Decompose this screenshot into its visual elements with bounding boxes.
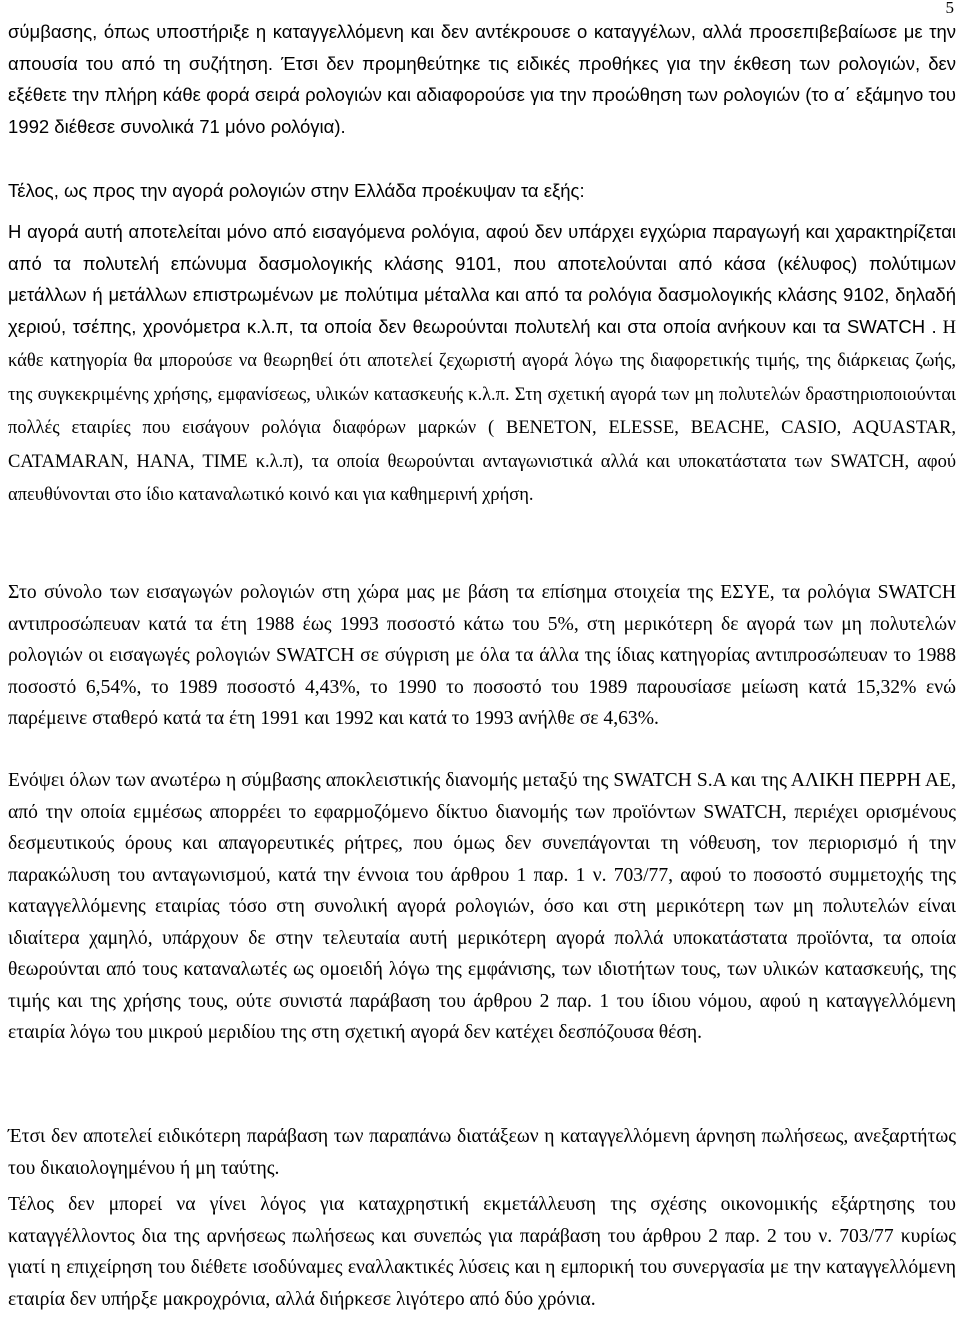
paragraph-market-intro: Τέλος, ως προς την αγορά ρολογιών στην Ελλάδα προέκυψαν τα εξής: bbox=[8, 180, 585, 201]
paragraph-import-statistics: Στο σύνολο των εισαγωγών ρολογιών στη χώρα μας με βάση τα επίσημα στοιχεία της ΕΣΥΕ, τα ρολόγια SWATCH αντιπροσώπευαν κατά τα έτη 1988 έως 1993 ποσοστό κάτω του 5%, στη μερικότερη δε αγορά των μη πολυτελών ρολογιών οι εισαγωγές ρολογιών SWATCH σε σύγριση με όλα τα άλλα της ίδιας κατηγορίας αντιπροσώπευαν το 1988 ποσοστό 6,54%, το 1989 ποσοστό 4,43%, το 1990 το ποσοστό του 1989 παρουσίασε μείωση κατά 15,32% ενώ παρέμεινε σταθερό κατά τα έτη 1991 και 1992 και κατά το 1993 ανήλθε σε 4,63%. bbox=[8, 582, 956, 729]
paragraph-economic-dependence: Τέλος δεν μπορεί να γίνει λόγος για καταχρηστική εκμετάλλευση της σχέσης οικονομικής εξάρτησης του καταγγέλλοντος δια της αρνήσεως πωλήσεως και συνεπώς για παράβαση του άρθρου 2 παρ. 2 του ν. 703/77 κυρίως γιατί η επιχείρηση του διέθετε ισοδύναμες εναλλακτικές λύσεις και η εμπορική του συνεργασία με την καταγγελλόμενη εταιρία δεν υπήρξε μακροχρόνια, αλλά διήρκεσε λιγότερο από δύο χρόνια. bbox=[8, 1194, 956, 1310]
paragraph-distribution-agreement: Ενόψει όλων των ανωτέρω η σύμβασης αποκλειστικής διανομής μεταξύ της SWATCH S.A και της ΑΛΙΚΗ ΠΕΡΡΗ ΑΕ, από την οποία εμμέσως απορρέει το εφαρμοζόμενο δίκτυο διανομής των προϊόντων SWATCH, περιέχει ορισμένους δεσμευτικούς όρους και απαγορευτικές ρήτρες, που όμως δεν συνεπάγονται τη νόθευση, τον περιορισμό ή την παρακώλυση του ανταγωνισμού, κατά την έννοια του άρθρου 1 παρ. 1 ν. 703/77, αφού το ποσοστό συμμετοχής της καταγγελλόμενης εταιρίας τόσο στη συνολική αγορά ρολογιών, όσο και στη μερικότερη των μη πολυτελών είναι ιδιαίτερα χαμηλό, υπάρχουν δε στην τελευταία αυτή μερικότερη αγορά πολλά υποκατάστατα προϊόντα, τα οποία θεωρούνται από τους καταναλωτές ως ομοειδή λόγω της εμφάνισης, των ιδιοτήτων τους, των υλικών κατασκευής, της τιμής και της χρήσης τους, ούτε συνιστά παράβαση του άρθρου 2 παρ. 1 του ίδιου νόμου, αφού η καταγγελλόμενη εταιρία λόγω του μικρού μεριδίου της στη σχετική αγορά δεν κατέχει δεσπόζουσα θέση. bbox=[8, 770, 956, 1043]
paragraph-market-description bbox=[8, 216, 956, 512]
market-description-lead: Η αγορά αυτή αποτελείται μόνο από εισαγόμενα ρολόγια, αφού δεν υπάρχει εγχώρια παραγωγή και χαρακτηρίζεται από τα πολυτελή επώνυμα δασμολογικής κλάσης 9101, που αποτελούνται από κάσα (κέλυφος) πολύτιμων μετάλλων ή μετάλλων επιστρωμένων με πολύτιμα μέταλλα και από τα ρολόγια δασμολογικής κλάσης 9102, δηλαδή χεριού, τσέπης, χρονόμετρα κ.λ.π, τα οποία δεν θεωρούνται πολυτελή και στα οποία ανήκουν και τα SWATCH . bbox=[8, 221, 956, 337]
page-number: 5 bbox=[945, 0, 954, 17]
paragraph-contract-compliance: σύμβασης, όπως υποστήριξε η καταγγελλόμενη και δεν αντέκρουσε ο καταγγέλων, αλλά προσεπιβεβαίωσε με την απουσία του από τη συζήτηση. Έτσι δεν προμηθεύτηκε τις ειδικές προθήκες για την έκθεση των ρολογιών, δεν εξέθετε την πλήρη κάθε φορά σειρά ρολογιών και αδιαφορούσε για την προώθηση των ρολογιών (το α΄ εξάμηνο του 1992 διέθεσε συνολικά 71 μόνο ρολόγια). bbox=[8, 21, 956, 137]
market-description-rest: Η κάθε κατηγορία θα μπορούσε να θεωρηθεί ότι αποτελεί ζεχωριστή αγορά λόγω της διαφορετικής τιμής, της διάρκειας ζωής, της συγκεκριμένης χρήσης, εμφανίσεως, υλικών κατασκευής κ.λ.π. Στη σχετική αγορά των μη πολυτελών δραστηριοποιούνται πολλές εταιρίες που εισάγουν ρολόγια διαφόρων μαρκών ( BENETON, ELESSE, BEACHE, CASIO, AQUASTAR, CATAMARAN, HANA, TIME κ.λ.π), τα οποία θεωρούνται ανταγωνιστικά αλλά και υποκατάστατα των SWATCH, αφού απευθύνονται στο ίδιο καταναλωτικό κοινό και για καθημερινή χρήση. bbox=[8, 317, 956, 505]
paragraph-refusal-to-sell: Έτσι δεν αποτελεί ειδικότερη παράβαση των παραπάνω διατάξεων η καταγγελλόμενη άρνηση πωλήσεως, ανεξαρτήτως του δικαιολογημένου ή μη ταύτης. bbox=[8, 1126, 956, 1179]
